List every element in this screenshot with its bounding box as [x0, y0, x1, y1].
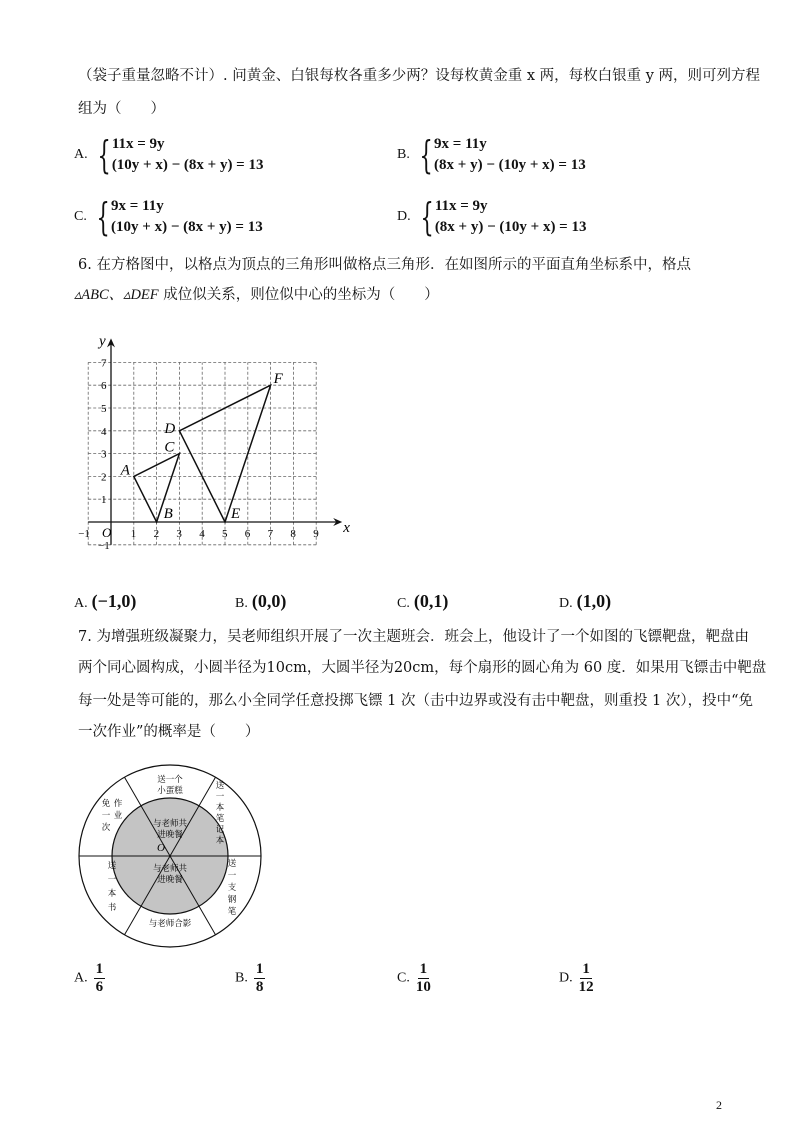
option-label: B. [397, 147, 410, 162]
denominator: 10 [415, 979, 431, 995]
y-tick-label: 3 [101, 448, 107, 461]
equation: 11x = 9y [111, 136, 165, 152]
y-tick-label: 5 [101, 403, 107, 415]
equation: (10y + x) − (8x + y) = 13 [111, 219, 263, 235]
brace-glyph: { [97, 133, 111, 177]
option-value: (1,0) [576, 591, 612, 611]
q5-option-c [74, 196, 263, 238]
x-tick-label: 7 [267, 528, 274, 540]
q6-option-b [235, 591, 286, 612]
inner-label-top: 与老师共进晚餐 [152, 819, 188, 840]
point-label: F [273, 371, 283, 388]
x-tick-label: 2 [153, 528, 160, 540]
option-value: (0,1) [413, 591, 449, 611]
option-value: (0,0) [251, 591, 287, 611]
sector-label-top: 送一个小蛋糕 [157, 775, 183, 796]
option-label: A. [74, 970, 88, 986]
y-tick-label: −1 [98, 539, 110, 552]
equation: (8x + y) − (10y + x) = 13 [434, 157, 586, 173]
y-tick-label: 1 [101, 494, 107, 507]
q6-option-c [397, 591, 448, 612]
denominator: 8 [255, 979, 264, 995]
q7-line1: 7. 为增强班级凝聚力，吴老师组织开展了一次主题班会．班会上，他设计了一个如图的飞镖靶盘，靶盘由 [78, 629, 749, 645]
dartboard-figure [72, 758, 268, 954]
q7-option-a [74, 961, 105, 996]
brace-glyph: { [419, 133, 433, 177]
q6-option-a [74, 591, 136, 612]
x-tick-label: 9 [313, 528, 319, 540]
x-tick-label: 8 [290, 528, 296, 540]
option-label: C. [74, 209, 87, 224]
equation: 11x = 9y [434, 198, 488, 214]
numerator: 1 [419, 961, 428, 977]
q6-line2-text: 成位似关系，则位似中心的坐标为（ ） [158, 287, 439, 303]
y-tick-label: 7 [101, 357, 107, 370]
option-label: B. [235, 970, 248, 986]
denominator: 6 [95, 979, 104, 995]
option-label: A. [74, 147, 88, 162]
x-tick-label: 4 [199, 528, 205, 540]
equation: (10y + x) − (8x + y) = 13 [111, 157, 264, 173]
q6-line1: 6. 在方格图中，以格点为顶点的三角形叫做格点三角形．在如图所示的平面直角坐标系中，格点 [78, 257, 691, 273]
option-label: D. [397, 209, 411, 224]
grid-lines [88, 362, 316, 544]
option-label: D. [559, 970, 573, 986]
sector-label-top-left: 免一次作业 [101, 799, 123, 833]
point-label: D [164, 420, 176, 437]
center-label: O [157, 842, 165, 854]
numerator: 1 [582, 961, 590, 977]
y-tick-label: 6 [101, 380, 107, 393]
brace-glyph: { [96, 195, 110, 239]
numerator: 1 [255, 961, 264, 977]
y-axis-label: y [99, 333, 106, 350]
equation: 9x = 11y [434, 136, 487, 152]
inner-label-bottom: 与老师共进晚餐 [152, 864, 188, 885]
option-value: (−1,0) [91, 591, 137, 611]
sector-label-bottom-left: 送一本书 [107, 861, 117, 913]
point-label: B [163, 506, 173, 522]
option-label: A. [74, 596, 88, 611]
x-tick-label: −1 [78, 528, 90, 540]
option-label: C. [397, 970, 410, 986]
q7-line3: 每一处是等可能的，那么小全同学任意投掷飞镖 1 次（击中边界或没有击中靶盘，则重投 1 次），投中“免 [78, 693, 754, 709]
q6-option-d [559, 591, 611, 612]
y-tick-label: 4 [101, 425, 107, 438]
x-axis-label: x [343, 520, 350, 536]
axes [88, 338, 342, 544]
brace-glyph: { [420, 195, 434, 239]
q7-line4: 一次作业”的概率是（ ） [78, 724, 260, 740]
x-tick-label: 6 [244, 528, 251, 540]
q7-option-c [397, 961, 431, 996]
page-number: 2 [716, 1098, 722, 1112]
q7-option-b [235, 961, 265, 996]
q5-intro-line1: （袋子重量忽略不计）. 问黄金、白银每枚各重多少两？设每枚黄金重 x 两，每枚白银重 y 两，则可列方程 [78, 68, 761, 84]
q7-line2: 两个同心圆构成，小圆半径为10cm，大圆半径为20cm，每个扇形的圆心角为 60 度．如果用飞镖击中靶盘 [78, 660, 767, 676]
x-tick-label: 5 [222, 528, 228, 540]
x-tick-label: 1 [130, 528, 137, 540]
sector-label-bottom-right: 送一支钢笔 [227, 859, 237, 917]
equation: 9x = 11y [111, 198, 164, 214]
option-label: D. [559, 596, 573, 611]
y-tick-label: 2 [101, 471, 107, 484]
equation: (8x + y) − (10y + x) = 13 [434, 219, 587, 235]
coordinate-figure [78, 330, 370, 560]
sector-label-bottom: 与老师合影 [148, 919, 192, 929]
q6-triangles: ▵ABC、▵DEF [74, 287, 159, 303]
point-label: C [164, 439, 175, 456]
origin-label: O [102, 525, 112, 540]
sector-label-top-right: 送一本笔记本 [215, 781, 225, 846]
tick-labels [78, 333, 350, 551]
q7-option-d [559, 961, 594, 996]
denominator: 12 [578, 979, 594, 995]
option-label: C. [397, 596, 410, 611]
q5-option-a [74, 134, 263, 176]
q5-option-d [397, 196, 586, 238]
numerator: 1 [95, 961, 104, 977]
option-label: B. [235, 596, 248, 611]
point-label: E [231, 506, 241, 522]
x-tick-label: 3 [176, 528, 182, 540]
q5-option-b [397, 134, 586, 176]
q6-line2 [74, 285, 439, 305]
q5-intro-line2: 组为（ ） [78, 101, 165, 117]
point-label: A [120, 462, 130, 479]
